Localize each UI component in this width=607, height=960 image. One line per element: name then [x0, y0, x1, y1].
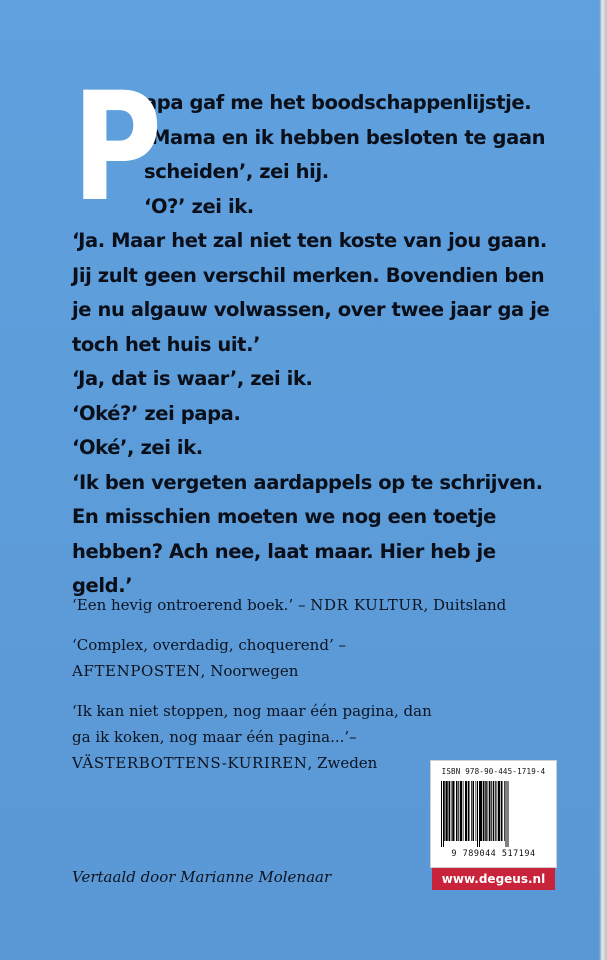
excerpt-paragraph: apa gaf me het boodschappenlijstje.	[144, 91, 532, 114]
review-source: VÄSTERBOTTENS-KURIREN	[72, 754, 308, 772]
review-source: AFTENPOSTEN	[72, 662, 201, 680]
excerpt-paragraph: ‘Oké’, zei ik.	[72, 436, 203, 459]
review-country: , Noorwegen	[200, 662, 299, 680]
isbn-label: ISBN 978-90-445-1719-4	[441, 767, 546, 776]
barcode-number: 9 789044 517194	[451, 849, 536, 859]
review-country: , Zweden	[307, 754, 378, 772]
review-text: ‘Ik kan niet stoppen, nog maar één pagina, dan ga ik koken, nog maar één pagina...’–	[72, 702, 432, 746]
review-source: NDR KULTUR	[310, 596, 424, 614]
excerpt-paragraph: ‘Ik ben vergeten aardappels op te schrijven. En misschien moeten we nog een toetje hebben? Ach nee, laat maar. Hier heb je geld.’	[72, 470, 543, 597]
excerpt-paragraph: ‘Oké?’ zei papa.	[72, 401, 241, 425]
barcode-graphic	[439, 781, 548, 847]
excerpt-paragraph: ‘Ja, dat is waar’, zei ik.	[72, 367, 313, 390]
review-text: ‘Complex, overdadig, choquerend’ –	[72, 636, 346, 654]
review-quote	[72, 592, 562, 618]
isbn-barcode	[430, 760, 557, 868]
review-quote	[72, 698, 432, 776]
excerpt-paragraph: ‘Ja. Maar het zal niet ten koste van jou gaan. Jij zult geen verschil merken. Bovendien ben je nu algauw volwassen, over twee jaar ga je toch het huis uit.’	[72, 229, 550, 356]
page-edge	[599, 0, 607, 960]
review-text: ‘Een hevig ontroerend boek.’ –	[72, 596, 311, 614]
excerpt-paragraph: ‘Mama en ik hebben besloten te gaan scheiden’, zei hij.	[144, 125, 546, 183]
translator-credit: Vertaald door Marianne Molenaar	[72, 868, 332, 886]
drop-cap-letter: P	[72, 61, 158, 235]
publisher-url[interactable]: www.degeus.nl	[432, 868, 555, 890]
review-country: , Duitsland	[423, 596, 507, 614]
review-quote	[72, 632, 432, 684]
excerpt-text	[72, 61, 562, 604]
excerpt-paragraph: ‘O?’ zei ik.	[144, 194, 254, 218]
